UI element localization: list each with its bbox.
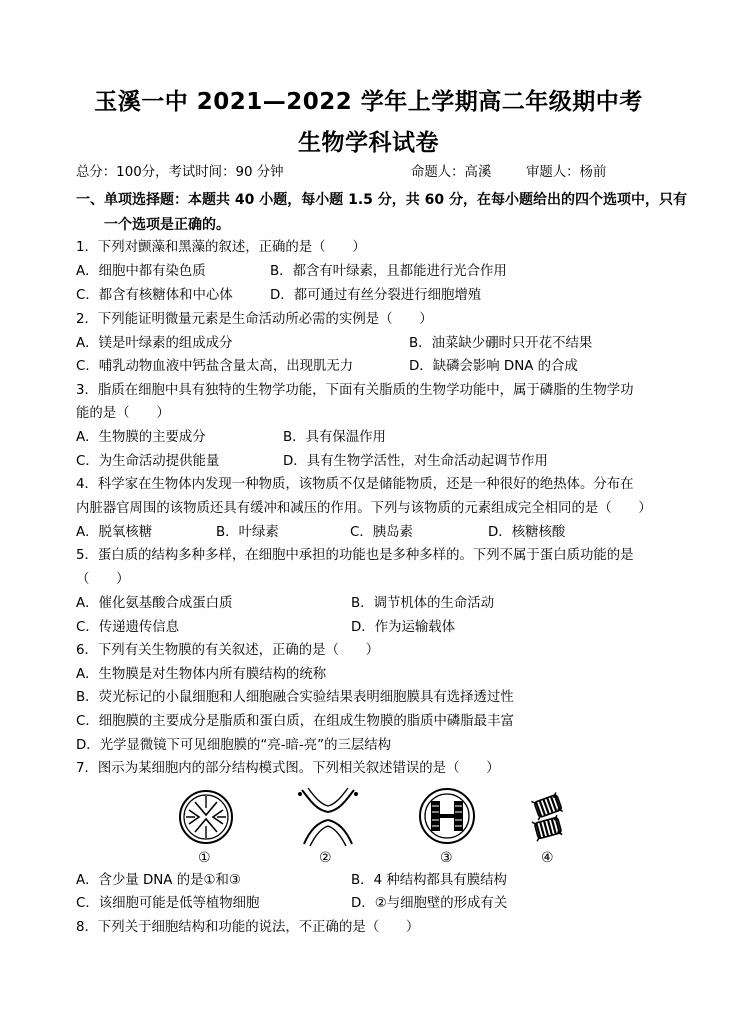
- question-7-stem: 7．图示为某细胞内的部分结构模式图。下列相关叙述错误的是（ ）: [76, 761, 500, 776]
- question-5-stem: 5．蛋白质的结构多种多样，在细胞中承担的功能也是多种多样的。下列不属于蛋白质功能的是: [76, 548, 634, 563]
- exam-subtitle: 生物学科试卷: [298, 130, 439, 156]
- q3-option-d: D．具有生物学活性，对生命活动起调节作用: [283, 454, 548, 469]
- q2-option-b: B．油菜缺少硼时只开花不结果: [409, 336, 593, 351]
- question-4-stem-cont: 内脏器官周围的该物质还具有缓冲和减压的作用。下列与该物质的元素组成完全相同的是（ ）: [76, 501, 652, 516]
- exam-title: 玉溪一中 2021—2022 学年上学期高二年级期中考: [94, 89, 643, 115]
- q7-option-a: A．含少量 DNA 的是①和③: [76, 873, 241, 888]
- question-5-stem-cont: （ ）: [76, 572, 130, 587]
- q5-option-b: B．调节机体的生命活动: [351, 596, 495, 611]
- q7-option-c: C．该细胞可能是低等植物细胞: [76, 896, 260, 911]
- q2-option-a: A．镁是叶绿素的组成成分: [76, 336, 233, 351]
- q6-option-b: B．荧光标记的小鼠细胞和人细胞融合实验结果表明细胞膜具有选择透过性: [76, 690, 514, 705]
- exam-info: 总分：100分，考试时间：90 分钟: [76, 165, 284, 180]
- q5-option-c: C．传递遗传信息: [76, 620, 180, 635]
- q1-option-a: A．细胞中都有染色质: [76, 264, 206, 279]
- setter: 命题人：高溪: [411, 165, 492, 180]
- q5-option-d: D．作为运输载体: [351, 620, 456, 635]
- section-heading-cont: 一个选项是正确的。: [104, 217, 230, 233]
- q2-option-d: D．缺磷会影响 DNA 的合成: [409, 359, 578, 374]
- section-heading: 一、单项选择题：本题共 40 小题，每小题 1.5 分，共 60 分，在每小题给出的四个选项中，只有: [76, 192, 688, 208]
- q7-option-d: D．②与细胞壁的形成有关: [351, 896, 508, 911]
- q5-option-a: A．催化氨基酸合成蛋白质: [76, 596, 233, 611]
- q2-option-c: C．哺乳动物血液中钙盐含量太高，出现肌无力: [76, 359, 354, 374]
- figure-label-1: ①: [198, 850, 211, 866]
- reviewer: 审题人：杨前: [526, 165, 607, 180]
- question-3-stem-cont: 能的是（ ）: [76, 406, 170, 421]
- q4-option-d: D．核糖核酸: [488, 525, 566, 540]
- q1-option-b: B．都含有叶绿素，且都能进行光合作用: [270, 264, 507, 279]
- question-6-stem: 6．下列有关生物膜的有关叙述，正确的是（ ）: [76, 643, 380, 658]
- q4-option-b: B．叶绿素: [216, 525, 279, 540]
- mitochondrion-diagram: [177, 788, 235, 846]
- q4-option-c: C．胰岛素: [350, 525, 413, 540]
- q3-option-c: C．为生命活动提供能量: [76, 454, 220, 469]
- centrosome-diagram: [530, 792, 566, 842]
- figure-label-2: ②: [319, 850, 332, 866]
- question-3-stem: 3．脂质在细胞中具有独特的生物学功能，下面有关脂质的生物学功能中，属于磷脂的生物学功: [76, 383, 634, 398]
- q3-option-b: B．具有保温作用: [283, 430, 386, 445]
- q6-option-c: C．细胞膜的主要成分是脂质和蛋白质，在组成生物膜的脂质中磷脂最丰富: [76, 714, 514, 729]
- q3-option-a: A．生物膜的主要成分: [76, 430, 206, 445]
- golgi-apparatus-diagram: [296, 786, 360, 848]
- q6-option-d: D．光学显微镜下可见细胞膜的“亮-暗-亮”的三层结构: [76, 738, 392, 753]
- figure-label-3: ③: [440, 850, 453, 866]
- question-1-stem: 1．下列对颤藻和黑藻的叙述，正确的是（ ）: [76, 240, 366, 255]
- q4-option-a: A．脱氧核糖: [76, 525, 153, 540]
- q6-option-a: A．生物膜是对生物体内所有膜结构的统称: [76, 667, 327, 682]
- figure-label-4: ④: [541, 850, 554, 866]
- question-2-stem: 2．下列能证明微量元素是生命活动所必需的实例是（ ）: [76, 312, 433, 327]
- q1-option-c: C．都含有核糖体和中心体: [76, 288, 233, 303]
- q7-option-b: B．4 种结构都具有膜结构: [351, 873, 507, 888]
- q1-option-d: D．都可通过有丝分裂进行细胞增殖: [270, 288, 482, 303]
- question-4-stem: 4．科学家在生物体内发现一种物质，该物质不仅是储能物质，还是一种很好的绝热体。分布在: [76, 477, 634, 492]
- question-8-stem: 8．下列关于细胞结构和功能的说法，不正确的是（ ）: [76, 920, 420, 935]
- chloroplast-diagram: [418, 786, 476, 846]
